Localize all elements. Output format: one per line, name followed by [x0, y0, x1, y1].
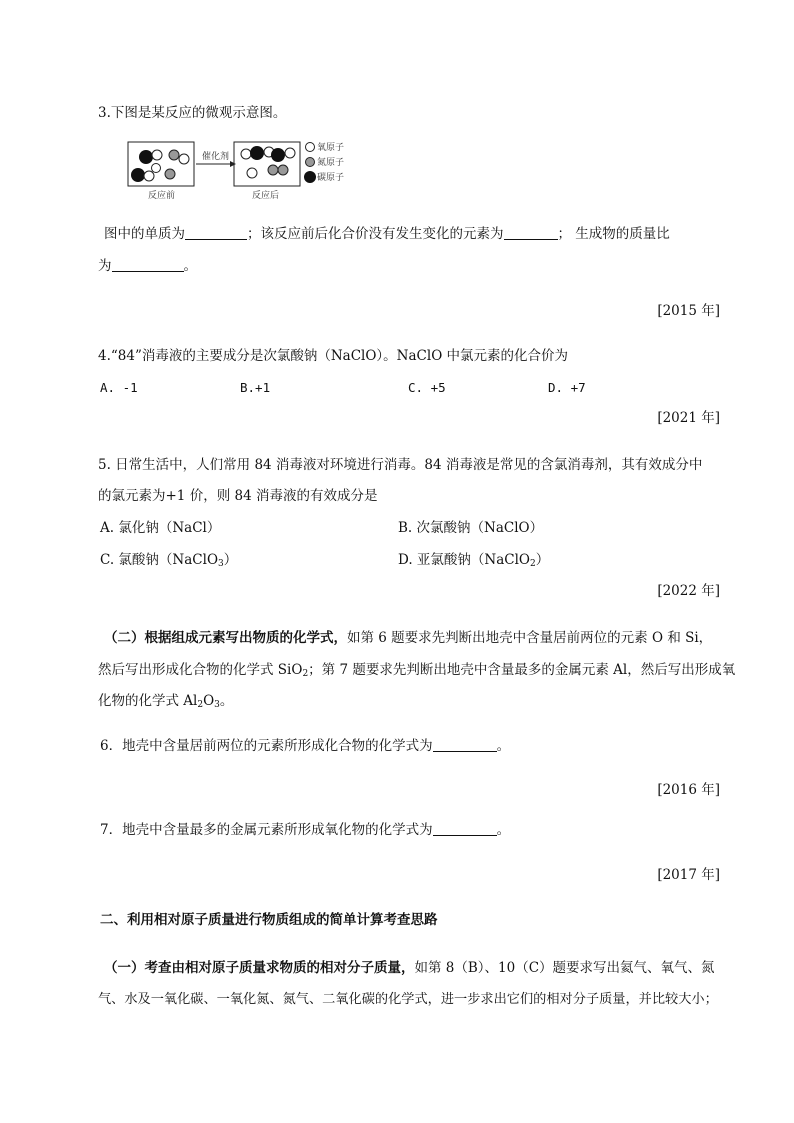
q5-line2: 的氯元素为+1 价，则 84 消毒液的有效成分是: [98, 488, 378, 504]
oxygen-atom: [152, 150, 162, 160]
oxygen-atom: [152, 164, 161, 173]
reaction-diagram: [126, 137, 366, 207]
q5-option-d-text: D. 亚氯酸钠（NaClO: [398, 552, 531, 568]
answer-blank[interactable]: [433, 737, 497, 752]
section2-sub: 2: [197, 700, 204, 710]
after-label: 反应后: [252, 191, 280, 201]
q3-text-d: 为: [98, 258, 112, 274]
answer-blank[interactable]: [112, 257, 184, 272]
q3-line1: [104, 224, 670, 244]
section2-line2: [98, 660, 735, 684]
q5-year: [2022 年]: [657, 583, 720, 599]
q6-text: 6．地壳中含量居前两位的元素所形成化合物的化学式为: [100, 738, 433, 754]
section2-text6: 。: [219, 693, 234, 709]
sub1-line2: 气、水及一氧化碳、一氧化氮、氮气、二氧化碳的化学式，进一步求出它们的相对分子质量，并比较大小；: [98, 992, 718, 1007]
q7-text: 7．地壳中含量最多的金属元素所形成氧化物的化学式为: [100, 822, 433, 838]
section2-text4: 化物的化学式 Al: [98, 693, 198, 709]
sub1-text1: 如第 8（B）、10（C）题要求写出氦气、氧气、氮: [414, 960, 715, 976]
section2-sub: 2: [302, 669, 309, 679]
q4-option-d[interactable]: D. +7: [548, 380, 586, 395]
q3-intro: 3.下图是某反应的微观示意图。: [98, 105, 287, 121]
q3-year: [2015 年]: [657, 303, 720, 319]
answer-blank[interactable]: [433, 821, 497, 836]
oxygen-atom: [247, 168, 257, 178]
q3-line2: [98, 256, 197, 276]
oxygen-atom: [179, 154, 189, 164]
q5-option-d-end: ）: [535, 552, 550, 568]
q4-option-b[interactable]: B.+1: [240, 380, 271, 395]
q5-option-c-sub: 3: [218, 559, 224, 569]
legend-carbon: 碳原子: [317, 173, 345, 183]
section2-title: （二）根据组成元素写出物质的化学式，: [104, 630, 347, 646]
nitrogen-atom: [169, 150, 179, 160]
q3-text-b: ；该反应前后化合价没有发生变化的元素为: [247, 226, 504, 242]
q5-option-d-sub: 2: [530, 559, 536, 569]
q3-text-e: 。: [183, 258, 197, 274]
nitrogen-atom: [278, 165, 288, 175]
sub1-line1: [104, 958, 715, 978]
catalyst-label: 催化剂: [202, 152, 230, 162]
section2-line1: [104, 628, 712, 648]
q5-option-c[interactable]: [100, 550, 237, 574]
q4-option-a[interactable]: A. -1: [100, 380, 138, 395]
legend-nitrogen-icon: [306, 158, 315, 167]
q4-year: [2021 年]: [657, 410, 720, 426]
q5-option-d[interactable]: [398, 550, 549, 574]
section2-line3: [98, 691, 233, 715]
q3-text-c: ； 生成物的质量比: [557, 226, 670, 242]
before-label: 反应前: [148, 191, 176, 201]
carbon-atom: [131, 168, 145, 182]
answer-blank[interactable]: [504, 225, 558, 240]
part2-title: 二、利用相对原子质量进行物质组成的简单计算考查思路: [100, 912, 438, 928]
q6-year: [2016 年]: [657, 782, 720, 798]
q5-line1: 5. 日常生活中，人们常用 84 消毒液对环境进行消毒。84 消毒液是常见的含氯消毒剂，其有效成分中: [98, 457, 703, 473]
q3-text-a: 图中的单质为: [104, 226, 185, 242]
legend-nitrogen: 氮原子: [317, 158, 345, 168]
q6-end: 。: [496, 738, 511, 754]
q7-end: 。: [496, 822, 511, 838]
nitrogen-atom: [165, 169, 175, 179]
q7-year: [2017 年]: [657, 867, 720, 883]
answer-blank[interactable]: [185, 225, 247, 240]
legend-oxygen: 氧原子: [317, 143, 345, 153]
q5-option-c-text: C. 氯酸钠（NaClO: [100, 552, 219, 568]
carbon-atom: [271, 148, 285, 162]
q4-option-c[interactable]: C. +5: [408, 380, 446, 395]
q4-stem: 4.“84”消毒液的主要成分是次氯酸钠（NaClO）。NaClO 中氯元素的化合价为: [98, 348, 569, 364]
q6-line: [100, 736, 510, 756]
oxygen-atom: [144, 171, 154, 181]
nitrogen-atom: [268, 165, 278, 175]
sub1-title: （一）考查由相对原子质量求物质的相对分子质量，: [104, 960, 415, 976]
legend-carbon-icon: [304, 171, 316, 183]
q5-option-a[interactable]: A. 氯化钠（NaCl）: [100, 520, 221, 536]
carbon-atom: [250, 146, 264, 160]
oxygen-atom: [241, 149, 251, 159]
q5-option-c-end: ）: [223, 552, 238, 568]
arrow-head: [230, 161, 236, 167]
section2-sub: 3: [214, 700, 220, 710]
q7-line: [100, 820, 510, 840]
section2-text5: O: [203, 693, 215, 709]
section2-text3: ；第 7 题要求先判断出地壳中含量最多的金属元素 Al，然后写出形成氧: [308, 662, 736, 678]
oxygen-atom: [285, 148, 295, 158]
section2-text1: 如第 6 题要求先判断出地壳中含量居前两位的元素 O 和 Si，: [347, 630, 713, 646]
q5-option-b[interactable]: B. 次氯酸钠（NaClO）: [398, 520, 544, 536]
legend-oxygen-icon: [306, 143, 315, 152]
section2-text2: 然后写出形成化合物的化学式 SiO: [98, 662, 303, 678]
carbon-atom: [139, 150, 153, 164]
